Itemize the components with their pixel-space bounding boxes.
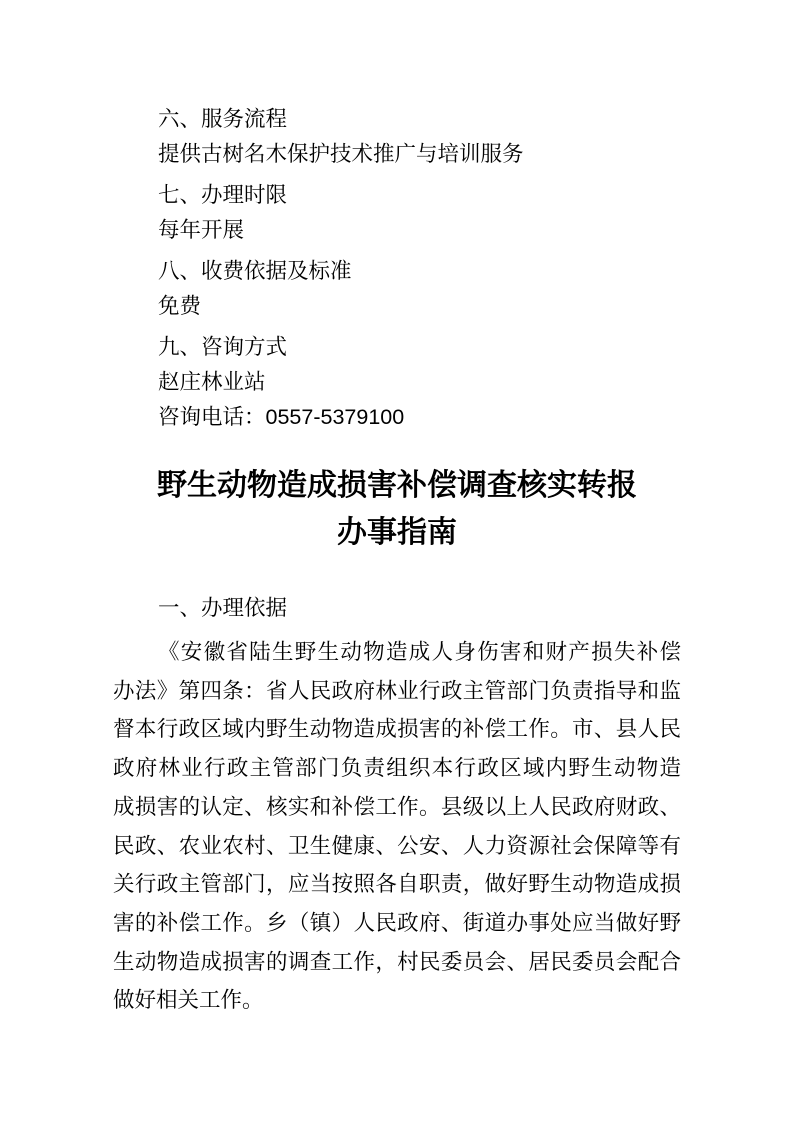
section-heading-time-limit: 七、办理时限 [158, 183, 288, 207]
section-text-service-process: 提供古树名木保护技术推广与培训服务 [158, 142, 524, 166]
guide-body-section [113, 590, 681, 1020]
section-heading-processing-basis: 一、办理依据 [158, 596, 288, 620]
paragraph-line: 生动物造成损害的调查工作，村民委员会、居民委员会配合 [113, 949, 681, 974]
legal-basis-paragraph [113, 633, 681, 1020]
document-title [113, 462, 681, 556]
paragraph-line: 政府林业行政主管部门负责组织本行政区域内野生动物造 [113, 756, 681, 781]
section-heading-fee-basis: 八、收费依据及标准 [158, 259, 352, 283]
document-title-line-1: 野生动物造成损害补偿调查核实转报 [157, 469, 637, 502]
section-text-consultation-phone: 咨询电话：0557-5379100 [158, 405, 405, 429]
section-text-time-limit: 每年开展 [158, 218, 245, 242]
paragraph-line: 关行政主管部门，应当按照各自职责，做好野生动物造成损 [113, 872, 681, 897]
paragraph-line: 督本行政区域内野生动物造成损害的补偿工作。市、县人民 [113, 717, 681, 742]
paragraph-line: 《安徽省陆生野生动物造成人身伤害和财产损失补偿 [158, 640, 681, 664]
section-heading-service-process: 六、服务流程 [158, 107, 288, 131]
section-text-fee-basis: 免费 [158, 294, 202, 318]
paragraph-line: 办法》第四条：省人民政府林业行政主管部门负责指导和监 [113, 678, 681, 703]
paragraph-line: 害的补偿工作。乡（镇）人民政府、街道办事处应当做好野 [113, 910, 681, 935]
section-text-consultation-station: 赵庄林业站 [158, 370, 266, 394]
service-guide-top-section [113, 102, 681, 435]
paragraph-line: 做好相关工作。 [113, 988, 264, 1013]
document-title-line-2: 办事指南 [337, 516, 457, 549]
paragraph-line: 民政、农业农村、卫生健康、公安、人力资源社会保障等有 [113, 833, 681, 858]
section-heading-consultation: 九、咨询方式 [158, 335, 288, 359]
paragraph-line: 成损害的认定、核实和补偿工作。县级以上人民政府财政、 [113, 794, 681, 819]
